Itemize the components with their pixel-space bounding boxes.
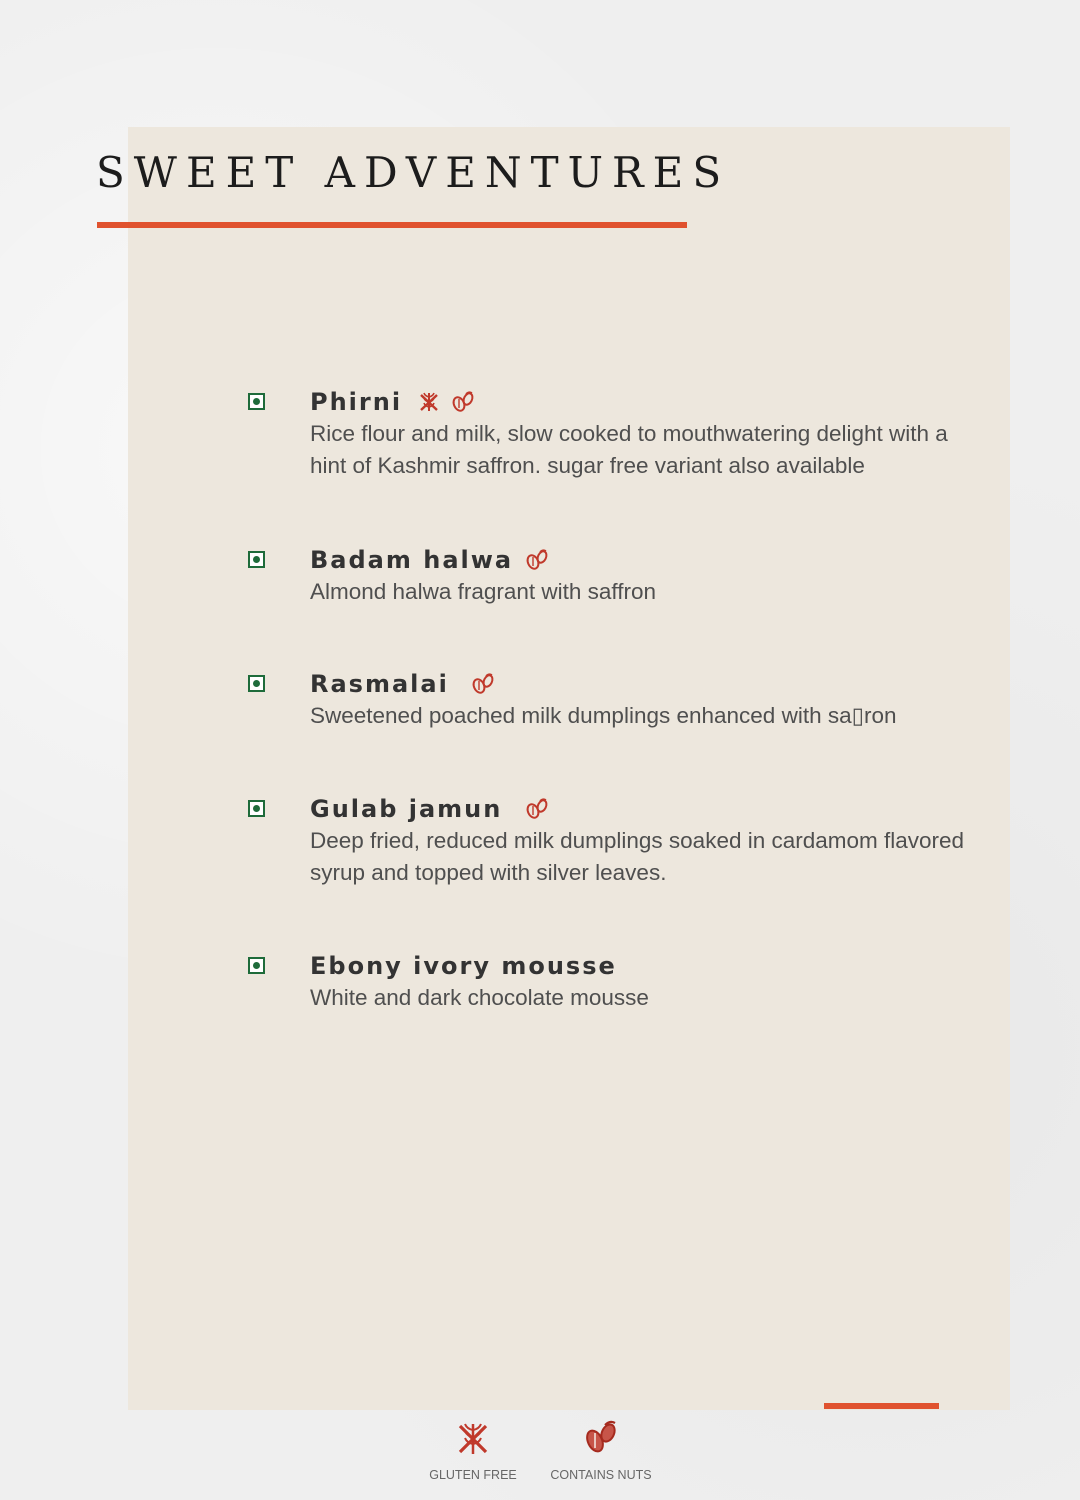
item-name: Badam halwa: [310, 546, 514, 574]
gluten-free-icon: [416, 389, 442, 415]
contains-nuts-icon: [524, 547, 550, 573]
contains-nuts-icon: [470, 671, 496, 697]
item-allergen-icons: [524, 793, 550, 825]
veg-mark-icon: [248, 800, 265, 817]
legend-gluten-free: [420, 1418, 526, 1482]
item-name: Ebony ivory mousse: [310, 952, 617, 980]
menu-panel: [128, 127, 1010, 1410]
veg-mark-icon: [248, 957, 265, 974]
legend-contains-nuts: [548, 1418, 654, 1482]
item-name: Gulab jamun: [310, 795, 503, 823]
legend-label: CONTAINS NUTS: [550, 1468, 652, 1482]
veg-mark-icon: [248, 675, 265, 692]
legend-label: GLUTEN FREE: [429, 1468, 517, 1482]
contains-nuts-icon: [524, 796, 550, 822]
item-description: Almond halwa fragrant with saffron: [310, 579, 657, 604]
item-description: Rice flour and milk, slow cooked to mouthwatering delight with a hint of Kashmir saffron. sugar free variant also available: [310, 421, 948, 478]
contains-nuts-icon: [450, 389, 476, 415]
veg-mark-icon: [248, 393, 265, 410]
contains-nuts-icon: [581, 1418, 621, 1458]
item-name: Phirni: [310, 388, 403, 416]
gluten-free-icon: [453, 1418, 493, 1458]
page-title: SWEET ADVENTURES: [96, 148, 731, 197]
item-name: Rasmalai: [310, 670, 449, 698]
item-allergen-icons: [416, 386, 476, 418]
item-allergen-icons: [524, 544, 550, 576]
bottom-accent-rule: [824, 1403, 939, 1409]
title-underline: [97, 222, 687, 228]
item-description: Deep fried, reduced milk dumplings soaked in cardamom flavored syrup and topped with silver leaves.: [310, 828, 965, 885]
item-allergen-icons: [470, 668, 496, 700]
veg-mark-icon: [248, 551, 265, 568]
item-description: Sweetened poached milk dumplings enhanced with sa▯ron: [310, 703, 897, 728]
item-description: White and dark chocolate mousse: [310, 985, 649, 1010]
